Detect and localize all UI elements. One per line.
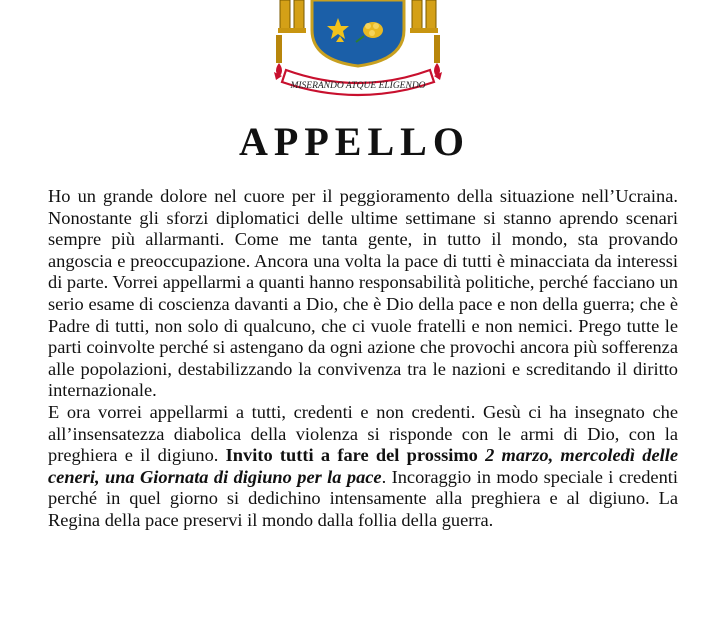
motto-text: MISERANDO ATQUE ELIGENDO <box>290 81 426 91</box>
motto-ribbon <box>274 70 442 95</box>
paragraph-2-end: . Incoraggio in modo speciale i credenti perché in quel giorno si dedichino intensamente alla preghiera e al digiuno. La Regina della pace preservi il mondo dalla follia della guerra. <box>48 466 678 530</box>
shield-icon <box>312 0 404 66</box>
paragraph-2 <box>48 402 678 532</box>
right-key-icon <box>410 0 440 77</box>
papal-coat-of-arms <box>268 0 448 100</box>
invitation-bold-text: Invito tutti a fare del prossimo <box>225 445 486 466</box>
fasting-day-text: 2 marzo, mercoledì delle ceneri, una Giornata di digiuno per la pace <box>48 445 678 487</box>
paragraph-1: Ho un grande dolore nel cuore per il peggioramento della situazione nell’Ucraina. Nonostante gli sforzi diplomatici delle ultime settimane si stanno aprendo scenari sempre più allarmanti. Come me tanta gente, in tutto il mondo, sta provando angoscia e preoccupazione. Ancora una volta la pace di tutti è minacciata da interessi di parte. Vorrei appellarmi a quanti hanno responsabilità politiche, perché facciano un serio esame di coscienza davanti a Dio, che è Dio della pace e non della guerra; che è Padre di tutti, non solo di qualcuno, che ci vuole fratelli e non nemici. Prego tutte le parti coinvolte perché si astengano da ogni azione che provochi ancora più sofferenza alle popolazioni, destabilizzando la convivenza tra le nazioni e screditando il diritto internazionale. <box>48 186 678 401</box>
page-title: APPELLO <box>239 119 470 164</box>
left-key-icon <box>276 0 306 77</box>
appeal-body <box>48 186 678 532</box>
paragraph-2-start: E ora vorrei appellarmi a tutti, credenti e non credenti. Gesù ci ha insegnato che all’insensatezza diabolica della violenza si risponde con le armi di Dio, con la preghiera e il digiuno. <box>48 401 678 466</box>
